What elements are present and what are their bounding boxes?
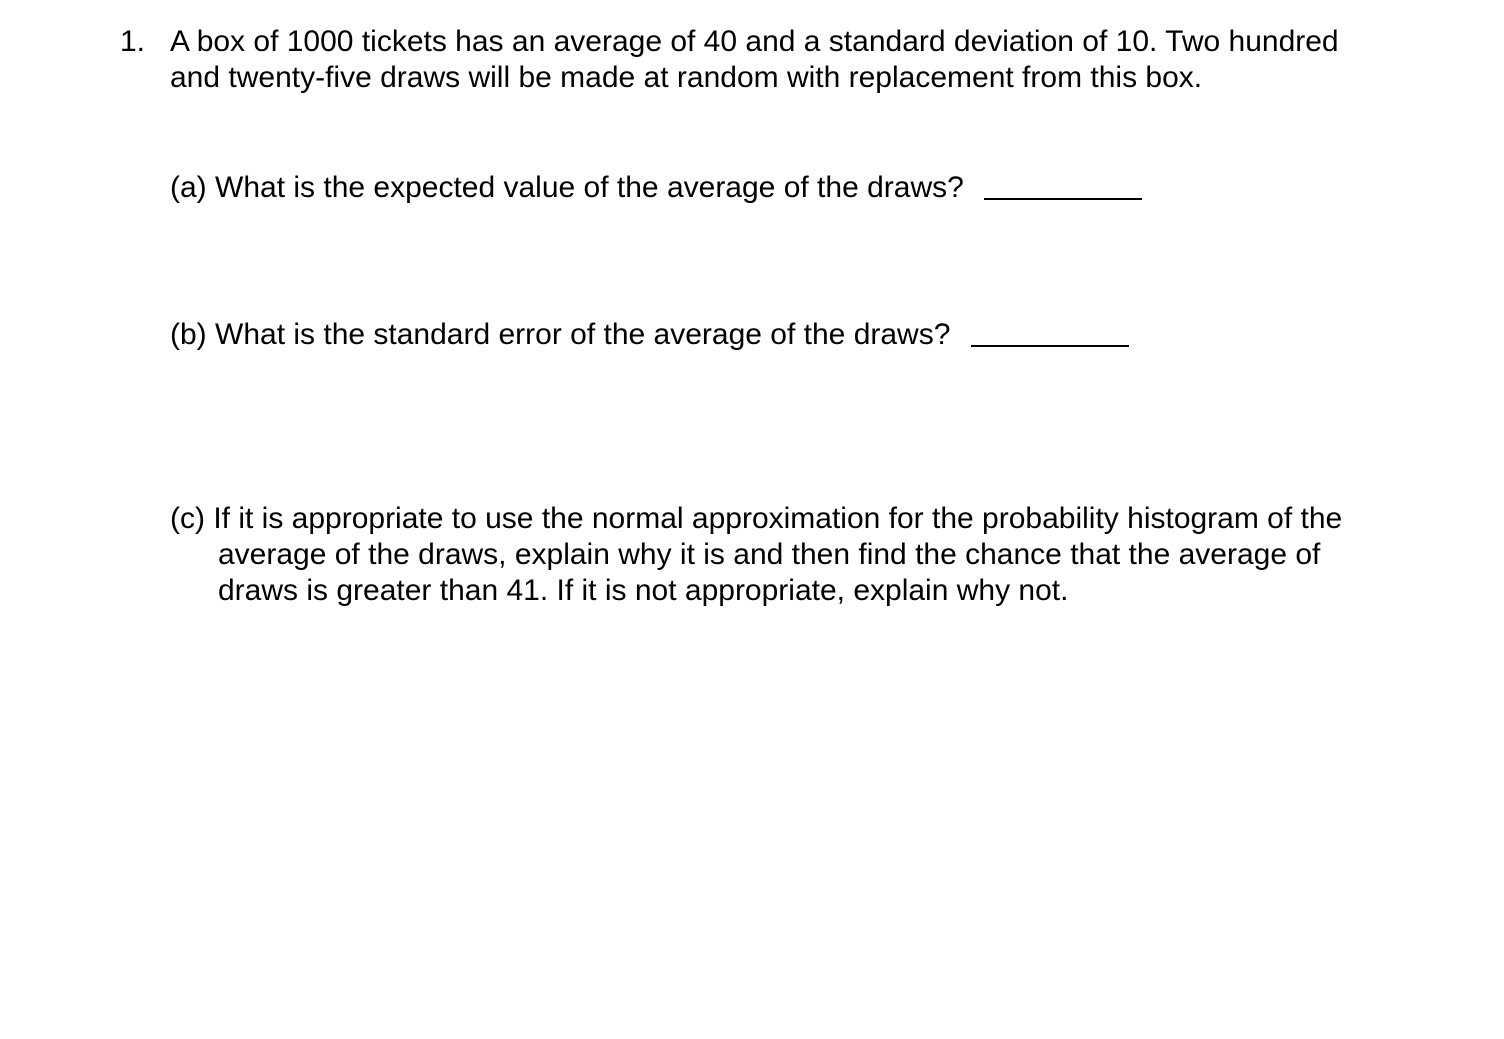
part-a-text: What is the expected value of the average of the draws?: [215, 171, 964, 204]
answer-blank-a[interactable]: [984, 198, 1142, 200]
part-b-label: (b): [170, 318, 207, 351]
part-a: [170, 170, 1142, 206]
part-c: [170, 501, 1390, 609]
part-a-label: (a): [170, 171, 207, 204]
part-b: [170, 317, 1129, 353]
question-number: 1.: [120, 25, 146, 58]
part-c-text: (c) If it is appropriate to use the normal approximation for the probability histogram of the average of the draws, explain why it is and then find the chance that the average of draws is greater than 41. If it is not appropriate, explain why not.: [170, 502, 1343, 607]
question-stem: A box of 1000 tickets has an average of 40 and a standard deviation of 10. Two hundred and twenty-five draws will be made at random with replacement from this box.: [170, 25, 1339, 94]
part-b-text: What is the standard error of the average of the draws?: [215, 318, 951, 351]
answer-blank-b[interactable]: [971, 345, 1129, 347]
